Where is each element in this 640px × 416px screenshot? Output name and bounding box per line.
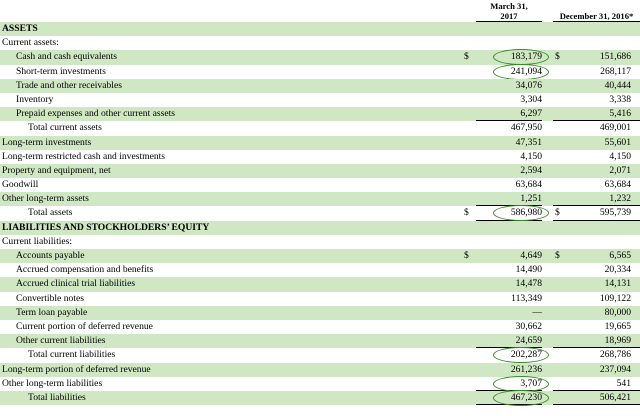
- value-march-2017: 3,707: [520, 377, 542, 389]
- table-row: [0, 391, 640, 405]
- table-row: [0, 221, 640, 235]
- value-march-2017: 14,490: [515, 264, 542, 276]
- row-label: Inventory: [16, 93, 54, 105]
- value-dec-2016: 6,565: [609, 250, 631, 261]
- table-row: [0, 107, 640, 121]
- table-row: [0, 363, 640, 377]
- value-march-2017: 3,304: [520, 93, 542, 105]
- column-header-march-2017: [476, 1, 542, 21]
- value-march-2017: 113,349: [511, 292, 542, 304]
- table-row: [0, 164, 640, 178]
- row-label: Total current assets: [28, 122, 102, 134]
- currency-symbol: $: [555, 51, 560, 63]
- column-header-dec-2016: December 31, 2016*: [559, 11, 634, 21]
- column-header: [0, 0, 640, 22]
- row-label: Total current liabilities: [28, 349, 116, 361]
- table-row: [0, 22, 640, 36]
- value-march-2017: 30,662: [515, 320, 542, 332]
- row-label: Accrued clinical trial liabilities: [16, 278, 136, 290]
- row-label: Accrued compensation and benefits: [16, 264, 154, 276]
- table-row: [0, 277, 640, 291]
- value-march-2017: 467,230: [510, 391, 542, 403]
- value-march-2017: 1,251: [520, 193, 542, 205]
- value-march-2017: 4,649: [520, 250, 542, 261]
- value-march-2017: 47,351: [515, 136, 542, 148]
- currency-symbol: $: [464, 207, 469, 219]
- value-march-2017: 261,236: [510, 363, 542, 375]
- value-dec-2016: 19,665: [604, 320, 631, 332]
- column-header-line2: 2017: [500, 11, 518, 21]
- row-label: Other long-term assets: [2, 193, 89, 205]
- value-march-2017: 14,478: [515, 278, 542, 290]
- value-march-2017: 24,659: [515, 335, 542, 347]
- row-label: Current liabilities:: [2, 235, 73, 247]
- value-dec-2016: 63,684: [604, 179, 631, 191]
- column-header-line1: March 31,: [490, 1, 528, 11]
- currency-symbol: $: [555, 250, 560, 261]
- table-row: [0, 306, 640, 320]
- table-row: [0, 150, 640, 164]
- value-march-2017: 586,980: [510, 207, 542, 219]
- value-dec-2016: 469,001: [599, 122, 631, 134]
- row-label: Long-term restricted cash and investments: [2, 150, 166, 162]
- subtotal-rule: [476, 404, 542, 405]
- value-dec-2016: 541: [616, 377, 631, 389]
- value-dec-2016: 4,150: [609, 150, 631, 162]
- table-row: [0, 292, 640, 306]
- table-row: [0, 65, 640, 79]
- value-dec-2016: 40,444: [604, 79, 631, 91]
- currency-symbol: $: [464, 51, 469, 63]
- value-dec-2016: 268,117: [600, 65, 631, 77]
- value-dec-2016: 1,232: [609, 193, 631, 205]
- table-row: [0, 136, 640, 150]
- value-dec-2016: 237,094: [599, 363, 631, 375]
- value-dec-2016: 109,122: [599, 292, 631, 304]
- value-march-2017: 2,594: [520, 164, 542, 176]
- table-row: [0, 192, 640, 206]
- row-label: Short-term investments: [16, 65, 106, 77]
- row-label: Property and equipment, net: [2, 164, 111, 176]
- value-march-2017: 202,287: [510, 349, 542, 361]
- table-row: [0, 320, 640, 334]
- value-dec-2016: 595,739: [599, 207, 631, 219]
- value-dec-2016: 80,000: [604, 306, 631, 318]
- value-march-2017: 34,076: [515, 79, 542, 91]
- value-dec-2016: 268,786: [599, 349, 631, 361]
- table-row: [0, 263, 640, 277]
- value-dec-2016: 151,686: [599, 51, 631, 63]
- currency-symbol: $: [555, 207, 560, 219]
- value-dec-2016: 18,969: [604, 335, 631, 347]
- table-row: [0, 121, 640, 135]
- row-label: LIABILITIES AND STOCKHOLDERS’ EQUITY: [2, 221, 210, 233]
- table-row: [0, 377, 640, 391]
- value-march-2017: —: [532, 306, 542, 318]
- value-march-2017: 183,179: [510, 51, 542, 63]
- table-row: [0, 50, 640, 64]
- value-march-2017: 467,950: [510, 122, 542, 134]
- row-label: Cash and cash equivalents: [16, 51, 117, 63]
- row-label: Convertible notes: [16, 292, 84, 304]
- table-row: [0, 178, 640, 192]
- table-row: [0, 36, 640, 50]
- currency-symbol: $: [464, 250, 469, 261]
- row-label: Goodwill: [2, 179, 39, 191]
- row-label: Total assets: [28, 207, 73, 219]
- subtotal-rule: [553, 404, 640, 405]
- row-label: Long-term investments: [2, 136, 92, 148]
- row-label: Term loan payable: [16, 306, 88, 318]
- table-row: [0, 93, 640, 107]
- value-dec-2016: 55,601: [604, 136, 631, 148]
- row-label: Total liabilities: [28, 391, 86, 403]
- value-dec-2016: 5,416: [609, 108, 631, 120]
- row-label: Accounts payable: [16, 250, 85, 261]
- table-row: [0, 334, 640, 348]
- value-march-2017: 4,150: [520, 150, 542, 162]
- row-label: Current assets:: [2, 37, 59, 49]
- table-row: [0, 79, 640, 93]
- row-label: Prepaid expenses and other current assets: [16, 108, 176, 120]
- row-label: Current portion of deferred revenue: [16, 320, 153, 332]
- row-label: Other current liabilities: [16, 335, 106, 347]
- row-label: Trade and other receivables: [16, 79, 122, 91]
- value-dec-2016: 2,071: [609, 164, 631, 176]
- table-row: [0, 235, 640, 249]
- value-march-2017: 63,684: [515, 179, 542, 191]
- value-dec-2016: 14,131: [604, 278, 631, 290]
- row-label: ASSETS: [2, 23, 38, 34]
- value-dec-2016: 20,334: [604, 264, 631, 276]
- value-march-2017: 6,297: [520, 108, 542, 120]
- value-march-2017: 241,094: [510, 65, 542, 77]
- table-row: [0, 249, 640, 263]
- table-row: [0, 348, 640, 362]
- row-label: Long-term portion of deferred revenue: [2, 363, 151, 375]
- table-row: [0, 206, 640, 220]
- value-dec-2016: 3,338: [609, 93, 631, 105]
- row-label: Other long-term liabilities: [2, 377, 103, 389]
- table-body: [0, 22, 640, 405]
- value-dec-2016: 506,421: [599, 391, 631, 403]
